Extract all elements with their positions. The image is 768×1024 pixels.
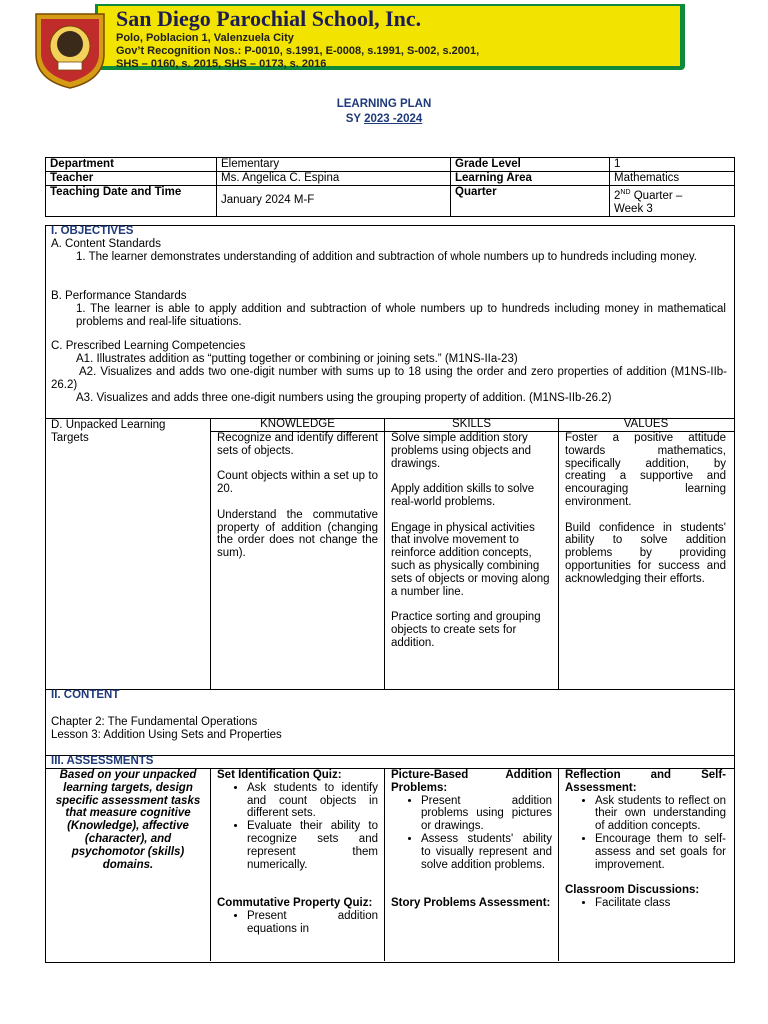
knowledge-item: Count objects within a set up to 20. [217, 470, 378, 496]
assessment-col-2 [391, 769, 552, 959]
objectives-heading: I. OBJECTIVES [51, 225, 134, 237]
grade-value: 1 [610, 158, 735, 172]
skills-item: Practice sorting and grouping objects to create sets for addition. [391, 611, 541, 649]
knowledge-header: KNOWLEDGE [260, 418, 335, 430]
quarter-week: Week 3 [614, 202, 653, 215]
list-item: • Facilitate class [595, 897, 726, 910]
reflection-title: Reflection and Self-Assessment: [565, 769, 726, 794]
story-problems-title: Story Problems Assessment: [391, 897, 551, 910]
list-item: • Present addition problems using pictures or drawings. [421, 795, 552, 833]
list-item: • Present addition equations in [247, 910, 378, 936]
list-item: • Ask students to identify and count objects in different sets. [247, 782, 378, 820]
targets-col-divider-1 [210, 418, 211, 689]
set-quiz-title: Set Identification Quiz: [217, 769, 342, 781]
assessment-col-1 [217, 769, 378, 959]
teacher-value: Ms. Angelica C. Espina [217, 172, 451, 186]
quarter-number: 2 [614, 189, 621, 202]
competencies-label: C. Prescribed Learning Competencies [51, 340, 246, 352]
quarter-suffix: ND [620, 189, 631, 196]
values-header: VALUES [623, 418, 669, 430]
assessment-intro: Based on your unpacked learning targets, design specific assessment tasks that measure cognitive (Knowledge), affective (character), and psychomotor (skills) domains. [55, 769, 201, 871]
content-standard-1 [76, 251, 726, 264]
school-seal-icon [32, 10, 108, 90]
sy-label: SY [345, 113, 361, 125]
competency-a1: A1. Illustrates addition as “putting together or combining or joining sets.” (M1NS-IIa-23) [76, 353, 518, 365]
school-header [0, 0, 768, 90]
recognition-line-1: Gov’t Recognition Nos.: P-0010, s.1991, E-0008, s.1991, S-002, s.2001, [116, 45, 480, 57]
performance-standard-1-text: 1. The learner is able to apply addition and subtraction of whole numbers up to hundreds including money in mathematical problems and real-life situations. [76, 303, 726, 328]
knowledge-column [217, 432, 378, 573]
quarter-value [610, 186, 735, 217]
skills-column [391, 432, 553, 662]
list-item: • Evaluate their ability to recognize sets and represent them numerically. [247, 820, 378, 871]
department-value: Elementary [217, 158, 451, 172]
assessment-col-3 [565, 769, 726, 959]
targets-label [51, 419, 165, 445]
list-item: • Assess students' ability to visually represent and solve addition problems. [421, 833, 552, 871]
performance-standards-label: B. Performance Standards [51, 290, 187, 302]
targets-label-line-2: Targets [51, 432, 89, 444]
page-title: LEARNING PLAN [336, 98, 432, 110]
quarter-label: Quarter [451, 186, 610, 217]
skills-item: Apply addition skills to solve real-world problems. [391, 483, 535, 508]
skills-item: Engage in physical activities that involve movement to reinforce addition concepts, such as physically combining sets of objects or moving along a number line. [391, 521, 550, 598]
info-table [45, 157, 735, 217]
list-item: • Ask students to reflect on their own understanding of addition concepts. [595, 795, 726, 833]
date-label: Teaching Date and Time [46, 186, 217, 217]
assess-col-divider-1 [210, 768, 211, 961]
competency-a2: A2. Visualizes and adds two one-digit number with sums up to 18 using the order and zero properties of addition (M1NS-IIb-26.2) [51, 366, 727, 391]
assessments-heading: III. ASSESSMENTS [51, 755, 154, 767]
content-standards-label: A. Content Standards [51, 238, 161, 250]
recognition-line-2: SHS – 0160, s. 2015, SHS – 0173, s. 2016 [116, 58, 327, 70]
assess-col-divider-3 [558, 768, 559, 961]
assess-col-divider-2 [384, 768, 385, 961]
content-standard-1-text: 1. The learner demonstrates understanding of addition and subtraction of whole numbers up to hundreds including money. [76, 251, 697, 263]
competency-a3: A3. Visualizes and adds three one-digit numbers using the grouping property of addition. (M1NS-IIb-26.2) [76, 392, 612, 404]
skills-item: Solve simple addition story problems using objects and drawings. [391, 432, 531, 470]
values-item: Build confidence in students' ability to solve addition problems by providing opportunities for success and acknowledging their efforts. [565, 521, 726, 585]
discussions-title: Classroom Discussions: [565, 884, 700, 897]
commutative-quiz-title: Commutative Property Quiz: [217, 897, 373, 910]
school-address: Polo, Poblacion 1, Valenzuela City [116, 32, 294, 44]
skills-header: SKILLS [452, 418, 491, 430]
teacher-label: Teacher [46, 172, 217, 186]
quarter-text: Quarter – [630, 189, 683, 202]
content-heading: II. CONTENT [51, 689, 120, 701]
performance-standard-1 [76, 303, 726, 329]
values-column [565, 432, 726, 598]
school-year [0, 113, 768, 125]
targets-col-divider-3 [558, 418, 559, 689]
knowledge-item: Recognize and identify different sets of objects. [217, 432, 378, 457]
values-item: Foster a positive attitude towards mathematics, specifically addition, by creating a supportive and encouraging learning environment. [565, 432, 726, 508]
knowledge-item: Understand the commutative property of addition (changing the order does not change the sum). [217, 508, 378, 560]
targets-col-divider-2 [384, 418, 385, 689]
sy-value: 2023 -2024 [364, 113, 423, 125]
department-label: Department [46, 158, 217, 172]
school-name: San Diego Parochial School, Inc. [116, 6, 422, 31]
area-value: Mathematics [610, 172, 735, 186]
list-item: • Encourage them to self-assess and set goals for improvement. [595, 833, 726, 871]
picture-problems-title: Picture-Based Addition Problems: [391, 769, 552, 794]
targets-label-line-1: D. Unpacked Learning [51, 419, 166, 431]
content-lesson: Lesson 3: Addition Using Sets and Properties [51, 729, 282, 741]
area-label: Learning Area [451, 172, 610, 186]
targets-bottom-divider [45, 689, 734, 690]
grade-label: Grade Level [451, 158, 610, 172]
date-value: January 2024 M-F [217, 186, 451, 217]
content-chapter: Chapter 2: The Fundamental Operations [51, 716, 258, 728]
